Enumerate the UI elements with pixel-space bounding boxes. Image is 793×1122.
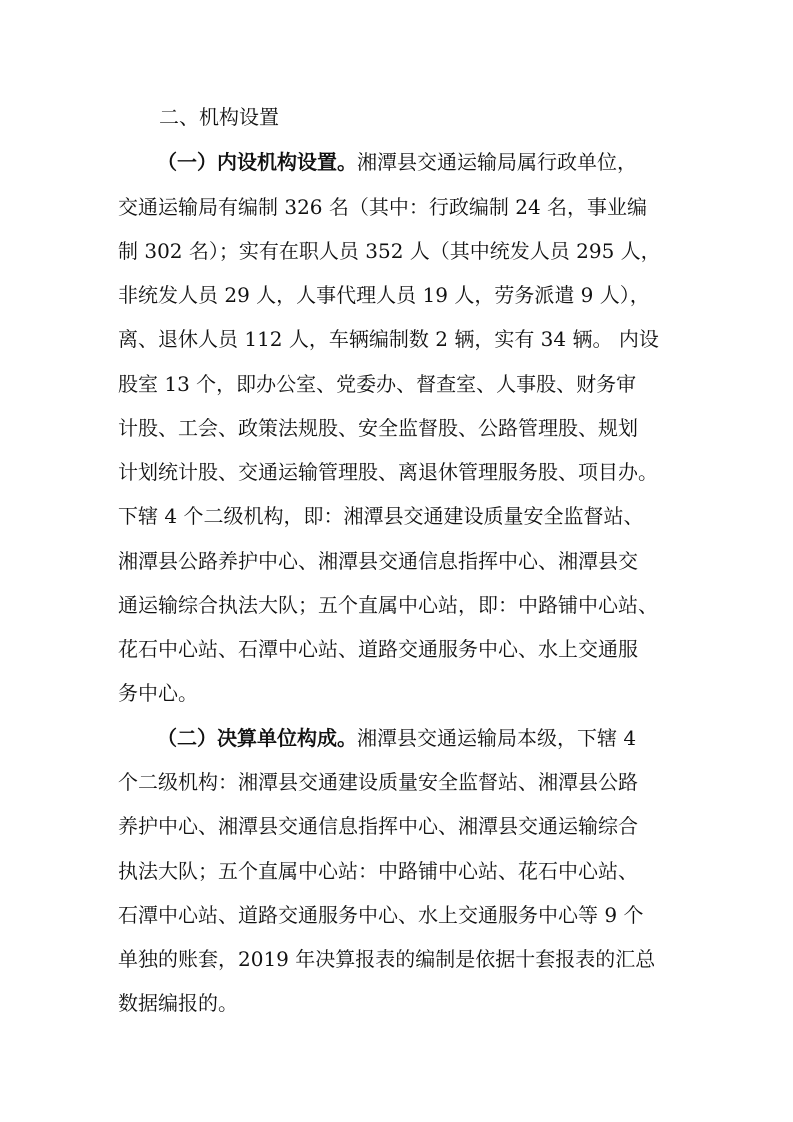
text-line: 数据编报的。 <box>118 991 238 1015</box>
paragraph-2-lead: （二）决算单位构成。 <box>157 726 357 750</box>
text-line: 执法大队；五个直属中心站：中路铺中心站、花石中心站、 <box>118 859 638 883</box>
paragraph-1-lead: （一）内设机构设置。 <box>157 150 357 174</box>
text-line: 制 302 名）；实有在职人员 352 人（其中统发人员 295 人， <box>118 239 661 263</box>
paragraph-2-first-line <box>157 728 717 748</box>
text-line: 湘潭县交通运输局属行政单位， <box>357 150 637 174</box>
text-line: 湘潭县公路养护中心、湘潭县交通信息指挥中心、湘潭县交 <box>118 549 638 573</box>
section-title: 二、机构设置 <box>159 105 279 129</box>
text-line: 务中心。 <box>118 681 198 705</box>
text-line: 非统发人员 29 人，人事代理人员 19 人，劳务派遣 9 人）， <box>118 283 650 307</box>
text-line: 股室 13 个，即办公室、党委办、督查室、人事股、财务审 <box>118 372 637 396</box>
text-line: 花石中心站、石潭中心站、道路交通服务中心、水上交通服 <box>118 637 638 661</box>
text-line: 下辖 4 个二级机构，即：湘潭县交通建设质量安全监督站、 <box>118 504 644 528</box>
text-line: 养护中心、湘潭县交通信息指挥中心、湘潭县交通运输综合 <box>118 814 638 838</box>
text-line: 湘潭县交通运输局本级，下辖 4 <box>357 726 637 750</box>
text-line: 石潭中心站、道路交通服务中心、水上交通服务中心等 9 个 <box>118 903 644 927</box>
text-line: 单独的账套，2019 年决算报表的编制是依据十套报表的汇总 <box>118 947 656 971</box>
text-line: 计股、工会、政策法规股、安全监督股、公路管理股、规划 <box>118 416 638 440</box>
text-line: 交通运输局有编制 326 名（其中：行政编制 24 名，事业编 <box>118 195 648 219</box>
paragraph-1-first-line <box>157 152 717 172</box>
text-line: 个二级机构：湘潭县交通建设质量安全监督站、湘潭县公路 <box>118 770 638 794</box>
text-line: 离、退休人员 112 人，车辆编制数 2 辆，实有 34 辆。 内设 <box>118 327 659 351</box>
text-line: 计划统计股、交通运输管理股、离退休管理服务股、项目办。 <box>118 460 658 484</box>
text-line: 通运输综合执法大队；五个直属中心站，即：中路铺中心站、 <box>118 593 658 617</box>
